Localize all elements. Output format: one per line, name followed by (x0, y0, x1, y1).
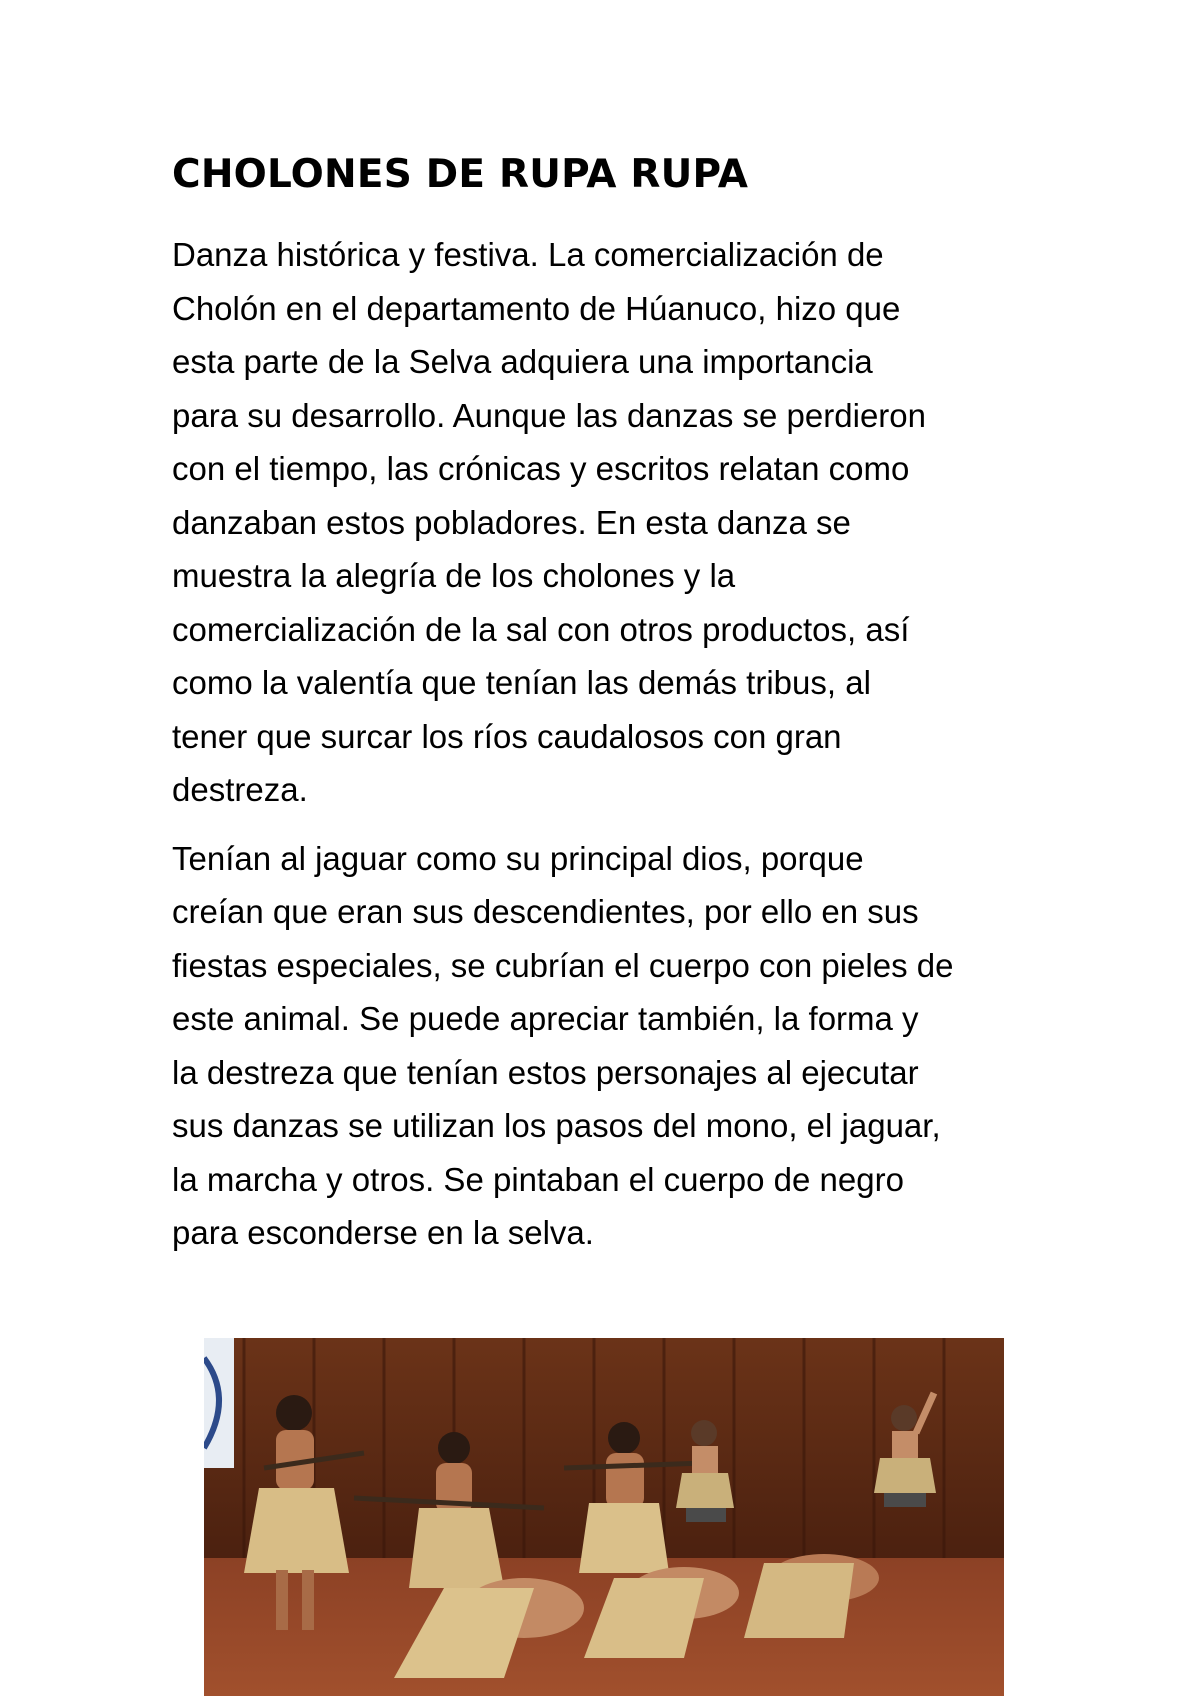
paragraph-2: Tenían al jaguar como su principal dios, porque creían que eran sus descendientes, por ello en sus fiestas especiales, se cubrían el cuerpo con pieles de este animal. Se puede apreciar también, la forma y la destreza que tenían estos personajes al ejecutar sus danzas se utilizan los pasos del mono, el jaguar, la marcha y otros. Se pintaban el cuerpo de negro para esconderse en la selva. (172, 839, 954, 1251)
document-title: CHOLONES DE RUPA RUPA (172, 152, 749, 197)
paragraph-1: Danza histórica y festiva. La comercialización de Cholón en el departamento de Húanuco, hizo que esta parte de la Selva adquiera una importancia para su desarrollo. Aunque las danzas se perdieron con el tiempo, las crónicas y escritos relatan como danzaban estos pobladores. En esta danza se muestra la alegría de los cholones y la comercialización de la sal con otros productos, así como la valentía que tenían las demás tribus, al tener que surcar los ríos caudalosos con gran destreza. (172, 236, 926, 808)
dance-photo-illustration (204, 1338, 1004, 1696)
document-body (172, 228, 1052, 1275)
dance-photo (204, 1338, 1004, 1696)
